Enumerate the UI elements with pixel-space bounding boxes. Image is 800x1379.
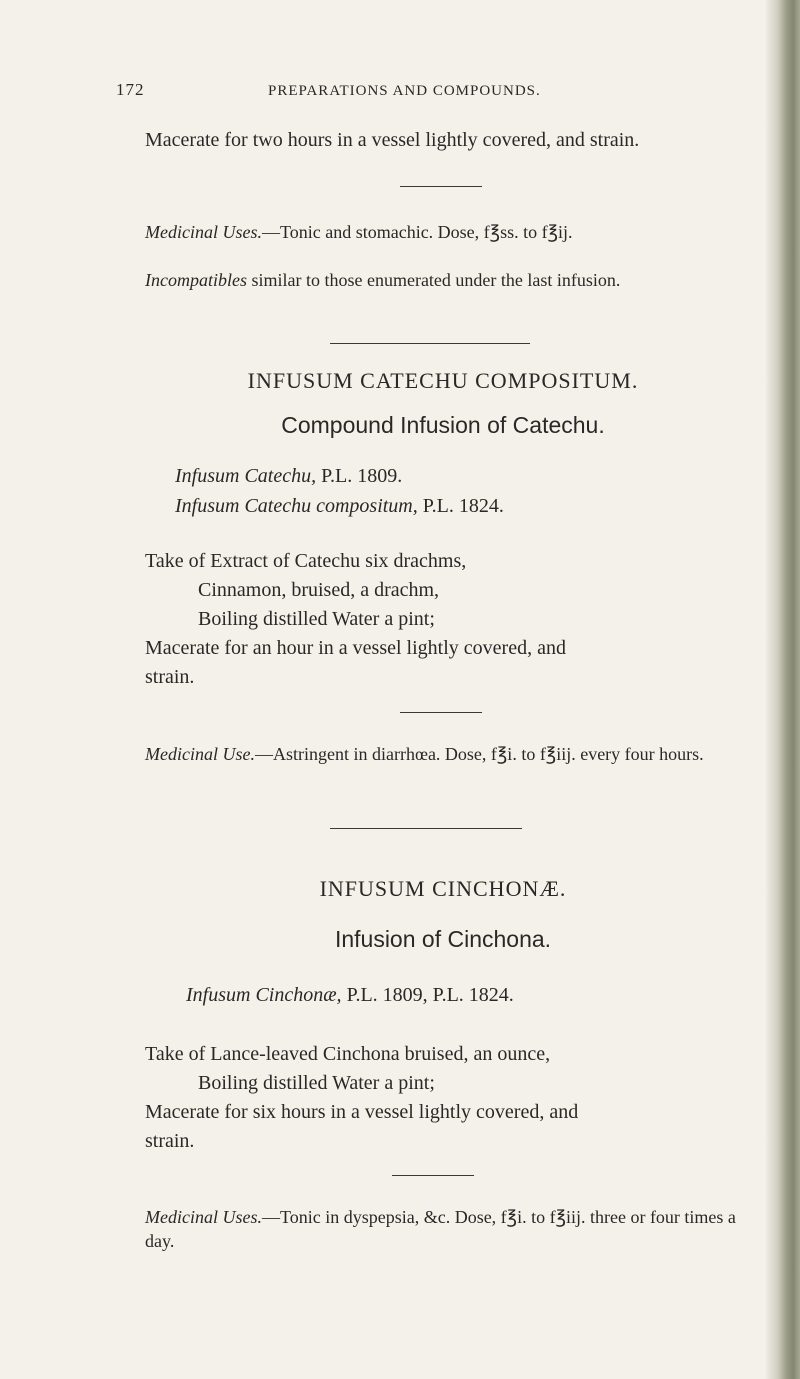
- section-subtitle-catechu: Compound Infusion of Catechu.: [281, 412, 605, 438]
- synonym-line: [175, 495, 504, 518]
- synonym-ref: P.L. 1809.: [316, 465, 403, 487]
- recipe-line: Macerate for six hours in a vessel lightly covered, and: [145, 1101, 579, 1123]
- section-title-catechu: INFUSUM CATECHU COMPOSITUM.: [247, 368, 639, 393]
- recipe-line: strain.: [145, 1130, 195, 1152]
- synonym-line: [175, 465, 402, 488]
- recipe-line: Boiling distilled Water a pint;: [198, 1072, 435, 1094]
- page-number: 172: [116, 80, 145, 99]
- catechu-medicinal-use: [145, 742, 741, 766]
- page-edge-shadow: [766, 0, 800, 1379]
- prev-medicinal-uses: [145, 220, 741, 244]
- prev-directions: Macerate for two hours in a vessel lightly covered, and strain.: [145, 129, 640, 151]
- synonym-ref: P.L. 1824.: [417, 495, 504, 517]
- section-title-cinchona: INFUSUM CINCHONÆ.: [319, 876, 567, 901]
- uses-label: Medicinal Uses.: [145, 222, 262, 242]
- recipe-line: Boiling distilled Water a pint;: [198, 608, 435, 630]
- recipe-line: Take of Extract of Catechu six drachms,: [145, 550, 467, 572]
- cinchona-medicinal-uses: [145, 1205, 741, 1253]
- synonym-name: Infusum Cinchonæ,: [186, 984, 342, 1006]
- uses-text: —Tonic and stomachic. Dose, f℥ss. to f℥ij.: [261, 222, 573, 242]
- divider: [400, 712, 482, 713]
- divider: [330, 828, 522, 829]
- synonym-name: Infusum Catechu,: [175, 465, 317, 487]
- recipe-line: Cinnamon, bruised, a drachm,: [198, 579, 440, 601]
- incompat-label: Incompatibles: [145, 270, 247, 290]
- synonym-ref: P.L. 1809, P.L. 1824.: [341, 984, 514, 1006]
- divider: [330, 343, 530, 344]
- recipe-line: Macerate for an hour in a vessel lightly covered, and: [145, 637, 566, 659]
- synonym-line: [186, 984, 514, 1007]
- divider: [400, 186, 482, 187]
- recipe-line: Take of Lance-leaved Cinchona bruised, an ounce,: [145, 1043, 551, 1065]
- recipe-line: strain.: [145, 666, 195, 688]
- divider: [392, 1175, 474, 1176]
- uses-label: Medicinal Use.: [145, 744, 255, 764]
- synonym-name: Infusum Catechu compositum,: [175, 495, 418, 517]
- uses-text: —Astringent in diarrhœa. Dose, f℥i. to f℥iij. every four hours.: [254, 744, 704, 764]
- prev-incompatibles: [145, 268, 741, 292]
- incompat-text: similar to those enumerated under the last infusion.: [246, 270, 621, 290]
- uses-text: —Tonic in dyspepsia, &c. Dose, f℥i. to f℥iij. three or four times a day.: [145, 1207, 736, 1251]
- running-title: PREPARATIONS AND COMPOUNDS.: [268, 83, 541, 99]
- uses-label: Medicinal Uses.: [145, 1207, 262, 1227]
- section-subtitle-cinchona: Infusion of Cinchona.: [334, 926, 552, 952]
